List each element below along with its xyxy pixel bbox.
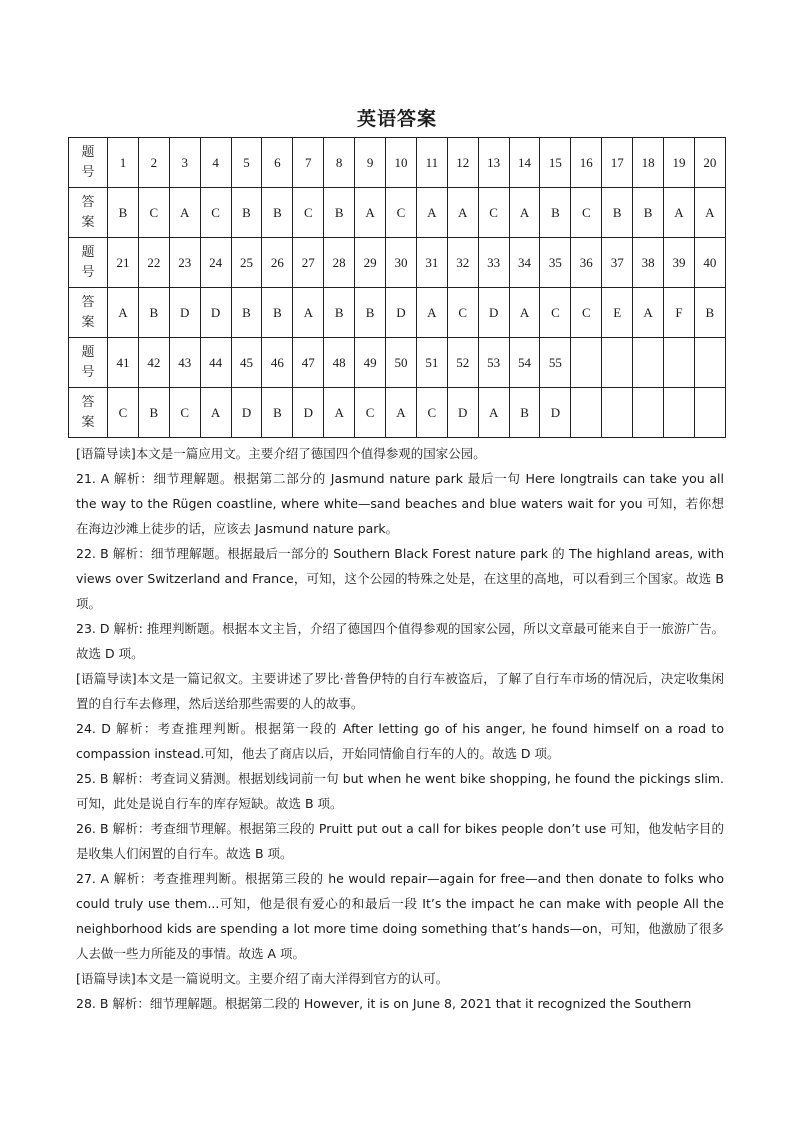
passage-intro: [语篇导读]本文是一篇应用文。主要介绍了德国四个值得参观的国家公园。 xyxy=(76,446,486,461)
question-number-cell: 46 xyxy=(262,338,293,388)
answer-header xyxy=(69,288,108,338)
answer-cell: B xyxy=(324,288,355,338)
answer-cell: B xyxy=(138,288,169,338)
header-char-bottom: 号 xyxy=(81,164,95,180)
question-number-cell: 13 xyxy=(478,138,509,188)
answer-cell: C xyxy=(200,188,231,238)
answer-cell: B xyxy=(602,188,633,238)
answer-header xyxy=(69,188,108,238)
question-number-cell: 22 xyxy=(138,238,169,288)
answer-cell: A xyxy=(355,188,386,238)
answer-cell: C xyxy=(169,388,200,438)
answer-cell: C xyxy=(138,188,169,238)
answer-cell: B xyxy=(262,188,293,238)
header-char-top: 答 xyxy=(81,294,95,310)
question-number-cell: 50 xyxy=(386,338,417,388)
question-number-cell: 48 xyxy=(324,338,355,388)
question-number-cell: 9 xyxy=(355,138,386,188)
answer-cell: A xyxy=(324,388,355,438)
question-number-cell: 28 xyxy=(324,238,355,288)
answer-explanation: 28. B 解析：细节理解题。根据第二段的 However, it is on June 8, 2021 that it recognized the Southern xyxy=(76,996,692,1011)
header-char-bottom: 案 xyxy=(81,414,95,430)
answer-cell: A xyxy=(633,288,664,338)
header-char-bottom: 号 xyxy=(81,364,95,380)
question-number-cell xyxy=(602,338,633,388)
answer-cell: B xyxy=(231,188,262,238)
answer-explanation: 22. B 解析：细节理解题。根据最后一部分的 Southern Black Forest nature park 的 The highland areas, with views over Switzerland and France，可知，这个公园的特殊之处是，在这里的高地，可以看到三个国家。故选 B 项。 xyxy=(76,546,724,611)
answer-cell: B xyxy=(633,188,664,238)
question-number-header xyxy=(69,138,108,188)
answer-cell: C xyxy=(416,388,447,438)
answer-cell: A xyxy=(664,188,695,238)
question-number-cell: 10 xyxy=(386,138,417,188)
header-char-top: 答 xyxy=(81,394,95,410)
question-number-cell: 11 xyxy=(416,138,447,188)
header-char-bottom: 案 xyxy=(81,314,95,330)
question-number-row xyxy=(69,338,726,388)
answer-explanation: 24. D 解析：考查推理判断。根据第一段的 After letting go of his anger, he found himself on a road to compassion instead.可知，他去了商店以后，开始同情偷自行车的人的。故选 D 项。 xyxy=(76,721,724,761)
question-number-cell: 54 xyxy=(509,338,540,388)
answer-explanation: 26. B 解析：考查细节理解。根据第三段的 Pruitt put out a call for bikes people don’t use 可知，他发帖字目的是收集人们闲置的自行车。故选 B 项。 xyxy=(76,821,724,861)
question-number-cell: 32 xyxy=(447,238,478,288)
question-number-cell: 16 xyxy=(571,138,602,188)
answer-cell: C xyxy=(540,288,571,338)
question-number-header xyxy=(69,238,108,288)
question-number-cell: 23 xyxy=(169,238,200,288)
question-number-cell xyxy=(694,338,725,388)
header-char-bottom: 号 xyxy=(81,264,95,280)
question-number-cell: 55 xyxy=(540,338,571,388)
answer-explanation: 25. B 解析：考查词义猜测。根据划线词前一句 but when he went bike shopping, he found the pickings slim.可知，此处是说自行车的库存短缺。故选 B 项。 xyxy=(76,771,724,811)
question-number-cell: 30 xyxy=(386,238,417,288)
question-number-cell: 18 xyxy=(633,138,664,188)
header-char-bottom: 案 xyxy=(81,214,95,230)
answer-cell: B xyxy=(262,388,293,438)
answer-cell: C xyxy=(571,288,602,338)
question-number-cell: 24 xyxy=(200,238,231,288)
answer-cell: A xyxy=(200,388,231,438)
answer-header xyxy=(69,388,108,438)
answer-cell xyxy=(571,388,602,438)
answer-explanation: 21. A 解析：细节理解题。根据第二部分的 Jasmund nature park 最后一句 Here longtrails can take you all the way to the Rügen coastline, where white—sand beaches and blue waters wait for you 可知，若你想在海边沙滩上徒步的话，应该去 Jasmund nature park。 xyxy=(76,471,724,536)
answer-cell: B xyxy=(262,288,293,338)
question-number-cell: 17 xyxy=(602,138,633,188)
question-number-cell: 20 xyxy=(694,138,725,188)
answer-cell: D xyxy=(478,288,509,338)
question-number-cell xyxy=(571,338,602,388)
question-number-cell: 1 xyxy=(108,138,139,188)
answer-explanation: 27. A 解析：考查推理判断。根据第三段的 he would repair—again for free—and then donate to folks who could truly use them...可知，他是很有爱心的和最后一段 It’s the impact he can make with people All the neighborhood kids are spending a lot more time doing something that’s hands—on，可知，他激励了很多人去做一些力所能及的事情。故选 A 项。 xyxy=(76,871,724,961)
question-number-cell: 47 xyxy=(293,338,324,388)
question-number-cell: 35 xyxy=(540,238,571,288)
answer-cell: C xyxy=(108,388,139,438)
question-number-cell: 41 xyxy=(108,338,139,388)
answer-cell: B xyxy=(540,188,571,238)
header-char-top: 题 xyxy=(81,144,95,160)
answer-cell xyxy=(633,388,664,438)
question-number-cell: 36 xyxy=(571,238,602,288)
question-number-cell: 31 xyxy=(416,238,447,288)
question-number-cell: 27 xyxy=(293,238,324,288)
question-number-cell: 37 xyxy=(602,238,633,288)
answer-cell: B xyxy=(138,388,169,438)
question-number-cell: 19 xyxy=(664,138,695,188)
answer-cell: E xyxy=(602,288,633,338)
question-number-cell: 26 xyxy=(262,238,293,288)
answer-cell: D xyxy=(540,388,571,438)
question-number-cell: 15 xyxy=(540,138,571,188)
question-number-cell: 29 xyxy=(355,238,386,288)
answer-cell: C xyxy=(478,188,509,238)
answer-cell: A xyxy=(416,288,447,338)
question-number-cell: 38 xyxy=(633,238,664,288)
answer-row xyxy=(69,188,726,238)
answer-cell: D xyxy=(200,288,231,338)
answer-cell: A xyxy=(293,288,324,338)
question-number-cell: 25 xyxy=(231,238,262,288)
answer-cell: A xyxy=(509,188,540,238)
answer-row xyxy=(69,288,726,338)
answer-cell: A xyxy=(478,388,509,438)
question-number-cell: 42 xyxy=(138,338,169,388)
answer-cell: A xyxy=(509,288,540,338)
answer-cell: A xyxy=(416,188,447,238)
question-number-cell: 5 xyxy=(231,138,262,188)
question-number-cell: 6 xyxy=(262,138,293,188)
answer-cell: A xyxy=(447,188,478,238)
answer-cell: C xyxy=(293,188,324,238)
answer-cell: C xyxy=(571,188,602,238)
header-char-top: 答 xyxy=(81,194,95,210)
answer-cell: D xyxy=(231,388,262,438)
question-number-cell: 53 xyxy=(478,338,509,388)
answer-cell: D xyxy=(386,288,417,338)
answer-cell: B xyxy=(355,288,386,338)
answer-row xyxy=(69,388,726,438)
answer-cell: B xyxy=(324,188,355,238)
header-char-top: 题 xyxy=(81,244,95,260)
question-number-header xyxy=(69,338,108,388)
question-number-row xyxy=(69,138,726,188)
question-number-cell: 43 xyxy=(169,338,200,388)
answer-table xyxy=(68,137,726,438)
question-number-cell: 34 xyxy=(509,238,540,288)
answer-cell: C xyxy=(355,388,386,438)
answer-cell: C xyxy=(386,188,417,238)
header-char-top: 题 xyxy=(81,344,95,360)
answer-cell: A xyxy=(108,288,139,338)
answer-explanation: 23. D 解析: 推理判断题。根据本文主旨，介绍了德国四个值得参观的国家公园，所以文章最可能来自于一旅游广告。故选 D 项。 xyxy=(76,621,724,661)
question-number-cell: 45 xyxy=(231,338,262,388)
question-number-cell: 44 xyxy=(200,338,231,388)
page-title: 英语答案 xyxy=(356,108,437,130)
question-number-cell: 7 xyxy=(293,138,324,188)
question-number-cell: 39 xyxy=(664,238,695,288)
answer-cell: F xyxy=(664,288,695,338)
question-number-cell: 33 xyxy=(478,238,509,288)
question-number-cell: 2 xyxy=(138,138,169,188)
answer-cell xyxy=(664,388,695,438)
question-number-cell xyxy=(633,338,664,388)
answer-cell: A xyxy=(694,188,725,238)
explanation-text xyxy=(76,441,724,1016)
question-number-cell: 12 xyxy=(447,138,478,188)
passage-intro: [语篇导读]本文是一篇记叙文。主要讲述了罗比·普鲁伊特的自行车被盗后，了解了自行车市场的情况后，决定收集闲置的自行车去修理，然后送给那些需要的人的故事。 xyxy=(76,671,724,711)
answer-cell: D xyxy=(169,288,200,338)
answer-cell xyxy=(602,388,633,438)
answer-cell: A xyxy=(169,188,200,238)
answer-cell xyxy=(694,388,725,438)
question-number-cell: 40 xyxy=(694,238,725,288)
question-number-cell: 3 xyxy=(169,138,200,188)
question-number-cell: 14 xyxy=(509,138,540,188)
answer-cell: C xyxy=(447,288,478,338)
answer-cell: D xyxy=(447,388,478,438)
question-number-cell: 51 xyxy=(416,338,447,388)
answer-cell: B xyxy=(509,388,540,438)
question-number-cell: 8 xyxy=(324,138,355,188)
question-number-cell: 49 xyxy=(355,338,386,388)
answer-cell: B xyxy=(694,288,725,338)
answer-cell: A xyxy=(386,388,417,438)
answer-cell: D xyxy=(293,388,324,438)
question-number-cell xyxy=(664,338,695,388)
question-number-cell: 52 xyxy=(447,338,478,388)
question-number-cell: 4 xyxy=(200,138,231,188)
answer-cell: B xyxy=(231,288,262,338)
answer-cell: B xyxy=(108,188,139,238)
question-number-row xyxy=(69,238,726,288)
passage-intro: [语篇导读]本文是一篇说明文。主要介绍了南大洋得到官方的认可。 xyxy=(76,971,449,986)
question-number-cell: 21 xyxy=(108,238,139,288)
